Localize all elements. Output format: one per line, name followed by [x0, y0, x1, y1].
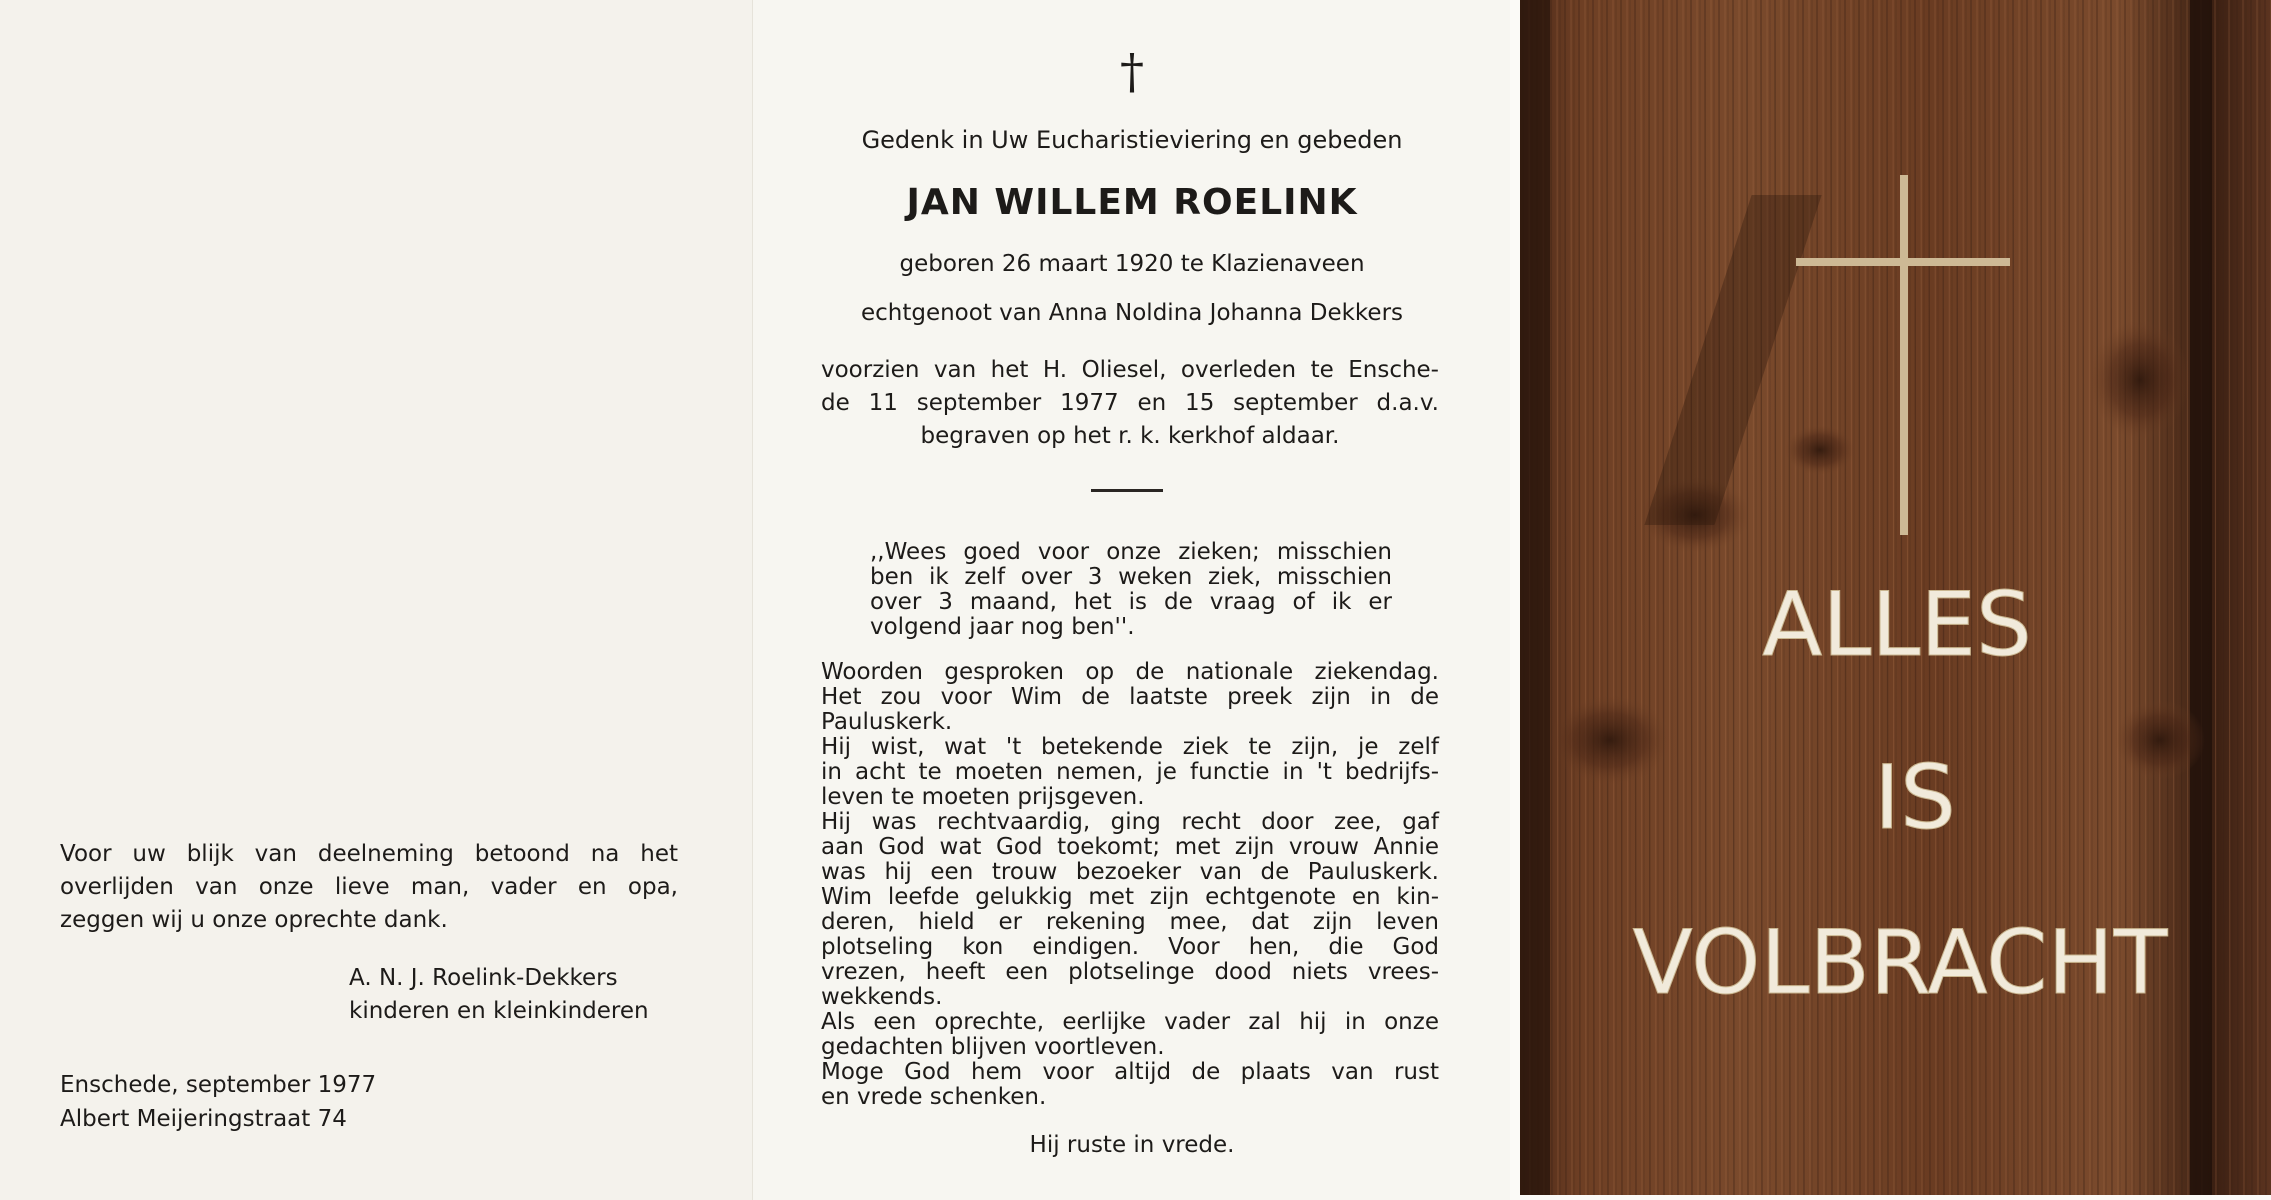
- eulogy-line: gedachten blijven voortleven.: [821, 1034, 1165, 1060]
- thanks-line: overlijden van onze lieve man, vader en opa,: [60, 874, 678, 900]
- eulogy-line: Moge God hem voor altijd de plaats van rust: [821, 1059, 1439, 1085]
- eulogy-line: plotseling kon eindigen. Voor hen, die God: [821, 934, 1439, 960]
- signature: [349, 962, 649, 1028]
- place-date: Enschede, september 1977: [60, 1072, 377, 1098]
- quote-line: ,,Wees goed voor onze zieken; misschien: [870, 539, 1392, 565]
- quote-line: ben ik zelf over 3 weken ziek, misschien: [870, 564, 1392, 590]
- divider: [1091, 489, 1163, 492]
- eulogy-line: Pauluskerk.: [821, 709, 953, 735]
- eulogy-line: aan God wat God toekomt; met zijn vrouw Annie: [821, 834, 1439, 860]
- eulogy-line: Wim leefde gelukkig met zijn echtgenote en kin-: [821, 884, 1439, 910]
- eulogy-line: Hij wist, wat 't betekende ziek te zijn, je zelf: [821, 734, 1439, 760]
- death-line: begraven op het r. k. kerkhof aldaar.: [920, 423, 1340, 449]
- signature-line: A. N. J. Roelink-Dekkers: [349, 965, 618, 991]
- eulogy-line: en vrede schenken.: [821, 1084, 1047, 1110]
- address: Albert Meijeringstraat 74: [60, 1106, 347, 1132]
- closing-line: Hij ruste in vrede.: [1029, 1132, 1235, 1158]
- quote-line: volgend jaar nog ben''.: [870, 614, 1135, 640]
- eulogy-line: leven te moeten prijsgeven.: [821, 784, 1145, 810]
- eulogy-line: in acht te moeten nemen, je functie in 't bedrijfs-: [821, 759, 1439, 785]
- eulogy-line: was hij een trouw bezoeker van de Pauluskerk.: [821, 859, 1439, 885]
- thanks-line: Voor uw blijk van deelneming betoond na het: [60, 841, 678, 867]
- quote: [870, 540, 1392, 640]
- left-panel: [0, 0, 752, 1200]
- eulogy: [821, 660, 1439, 1110]
- middle-panel: [752, 0, 1511, 1200]
- eulogy-line: Als een oprechte, eerlijke vader zal hij in onze: [821, 1009, 1439, 1035]
- memorial-photo: [1520, 0, 2271, 1195]
- quote-line: over 3 maand, het is de vraag of ik er: [870, 589, 1392, 615]
- death-line: de 11 september 1977 en 15 september d.a.v.: [821, 390, 1439, 416]
- eulogy-line: Het zou voor Wim de laatste preek zijn in de: [821, 684, 1439, 710]
- eulogy-line: vrezen, heeft een plotselinge dood niets vrees-: [821, 959, 1439, 985]
- thanks-text: [60, 838, 678, 937]
- photo-word: ALLES: [1762, 573, 2032, 676]
- cross-symbol: †: [1120, 44, 1144, 100]
- photo-word: IS: [1874, 746, 1956, 849]
- eulogy-line: Woorden gesproken op de nationale ziekendag.: [821, 659, 1439, 685]
- right-panel: [1510, 0, 2271, 1200]
- signature-line: kinderen en kleinkinderen: [349, 998, 649, 1024]
- death-line: voorzien van het H. Oliesel, overleden te Ensche-: [821, 357, 1439, 383]
- eulogy-line: Hij was rechtvaardig, ging recht door zee, gaf: [821, 809, 1439, 835]
- deceased-name: JAN WILLEM ROELINK: [906, 182, 1358, 223]
- spouse-line: echtgenoot van Anna Noldina Johanna Dekkers: [860, 300, 1404, 326]
- birth-line: geboren 26 maart 1920 te Klazienaveen: [899, 251, 1365, 277]
- place-and-address: [60, 1068, 376, 1136]
- photo-word: VOLBRACHT: [1632, 911, 2168, 1014]
- eulogy-line: deren, hield er rekening mee, dat zijn leven: [821, 909, 1439, 935]
- death-text: [821, 354, 1439, 453]
- thanks-line: zeggen wij u onze oprechte dank.: [60, 907, 448, 933]
- eulogy-line: wekkends.: [821, 984, 943, 1010]
- intro-text: Gedenk in Uw Eucharistieviering en gebeden: [861, 126, 1403, 154]
